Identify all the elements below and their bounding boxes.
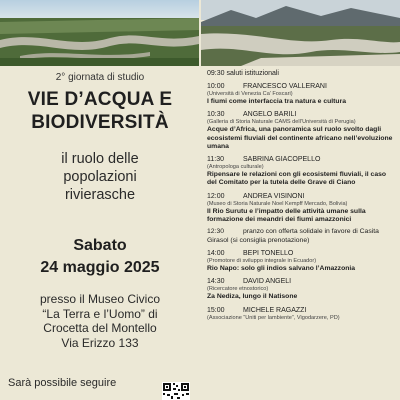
program-item bbox=[207, 277, 397, 301]
venue-line: “La Terra e l’Uomo” di bbox=[42, 306, 158, 321]
item-speaker: MICHELE RAGAZZI bbox=[243, 306, 307, 314]
title-line: VIE D’ACQUA E bbox=[27, 89, 173, 110]
streaming-note: Sarà possibile seguire bbox=[8, 377, 117, 389]
item-talk: Ripensare le relazioni con gli ecosistemi fluviali, il caso del Comitato per la tutela delle Grave di Ciano bbox=[207, 171, 387, 187]
event-venue bbox=[0, 292, 200, 350]
item-time: 15:00 bbox=[207, 306, 225, 314]
event-date: 24 maggio 2025 bbox=[40, 259, 160, 276]
item-affiliation: (Associazione “Uniti per lambiente”, Vigodarzere, PD) bbox=[207, 314, 340, 321]
program-item bbox=[207, 192, 397, 225]
item-affiliation: (Promotore di sviluppo integrale in Ecuador) bbox=[207, 257, 317, 264]
venue-line: presso il Museo Civico bbox=[39, 292, 161, 306]
program-item bbox=[207, 155, 397, 188]
item-time: 11:30 bbox=[207, 156, 224, 164]
item-talk: Acque d’Africa, una panoramica sul ruolo svolto dagli ecosistemi fluviali del continente africano nell’evoluzione umana bbox=[207, 126, 393, 150]
program-item bbox=[207, 306, 397, 322]
item-speaker: BEPI TONELLO bbox=[243, 249, 294, 257]
item-speaker: ANGELO BARILI bbox=[243, 111, 297, 119]
event-title bbox=[0, 88, 200, 134]
river-landscape-photo bbox=[0, 0, 199, 66]
item-time: 12:00 bbox=[207, 192, 225, 200]
program bbox=[207, 69, 397, 400]
event-day: Sabato bbox=[73, 237, 127, 254]
title-line: BIODIVERSITÀ bbox=[31, 112, 169, 133]
item-speaker: DAVID ANGELI bbox=[243, 278, 292, 286]
venue-line: Via Erizzo 133 bbox=[61, 335, 139, 350]
item-affiliation: (Antropologa culturale) bbox=[207, 164, 264, 171]
program-item-lunch bbox=[207, 228, 397, 245]
subtitle-line: rivierasche bbox=[64, 187, 136, 203]
item-affiliation: (Museo di Storia Naturale Noel Kempff Mercado, Bolivia) bbox=[207, 200, 348, 207]
item-talk: I fiumi come interfaccia tra natura e cultura bbox=[207, 98, 347, 105]
item-time: 14:30 bbox=[207, 278, 225, 286]
qr-code-icon[interactable] bbox=[162, 382, 190, 400]
item-affiliation: (Ricercatore etnostorico) bbox=[207, 286, 269, 293]
item-talk: Za Nediza, lungo il Natisone bbox=[207, 293, 298, 301]
program-item bbox=[207, 249, 397, 273]
header-photo-right bbox=[201, 0, 400, 66]
item-speaker: ANDREA VISINONI bbox=[243, 192, 305, 200]
item-talk: Rio Napo: solo gli indios salvano l’Amazzonia bbox=[207, 264, 356, 272]
item-time: 10:30 bbox=[207, 111, 225, 119]
item-affiliation: (Università di Venezia Ca’ Foscari) bbox=[207, 91, 293, 97]
subtitle-line: il ruolo delle bbox=[61, 151, 139, 167]
item-talk: Il Rio Surutu e l’impatto delle attività umane sulla formazione dei meandri dei fiumi amazzonici bbox=[207, 207, 366, 224]
program-item bbox=[207, 110, 397, 151]
item-affiliation: (Galleria di Storia Naturale CAMS dell’Università di Perugia) bbox=[207, 119, 356, 126]
item-speaker: FRANCESCO VALLERANI bbox=[243, 83, 327, 90]
item-time: 14:00 bbox=[207, 249, 225, 257]
venue-line: Crocetta del Montello bbox=[43, 321, 157, 335]
program-item bbox=[207, 82, 397, 106]
study-day-label: 2° giornata di studio bbox=[55, 72, 145, 83]
item-description: pranzo con offerta solidale in favore di Casita Girasol (si consiglia prenotazione) bbox=[207, 228, 379, 244]
subtitle-line: popolazioni bbox=[63, 169, 137, 185]
item-time: 10:00 bbox=[207, 83, 225, 90]
item-time: 12:30 bbox=[207, 228, 225, 236]
item-speaker: SABRINA GIACOPELLO bbox=[243, 156, 321, 164]
event-info bbox=[0, 66, 200, 400]
river-valley-mountains-photo bbox=[201, 0, 400, 66]
header-photo-left bbox=[0, 0, 199, 66]
program-intro: 09:30 saluti istituzionali bbox=[207, 70, 279, 77]
event-subtitle bbox=[0, 150, 200, 204]
